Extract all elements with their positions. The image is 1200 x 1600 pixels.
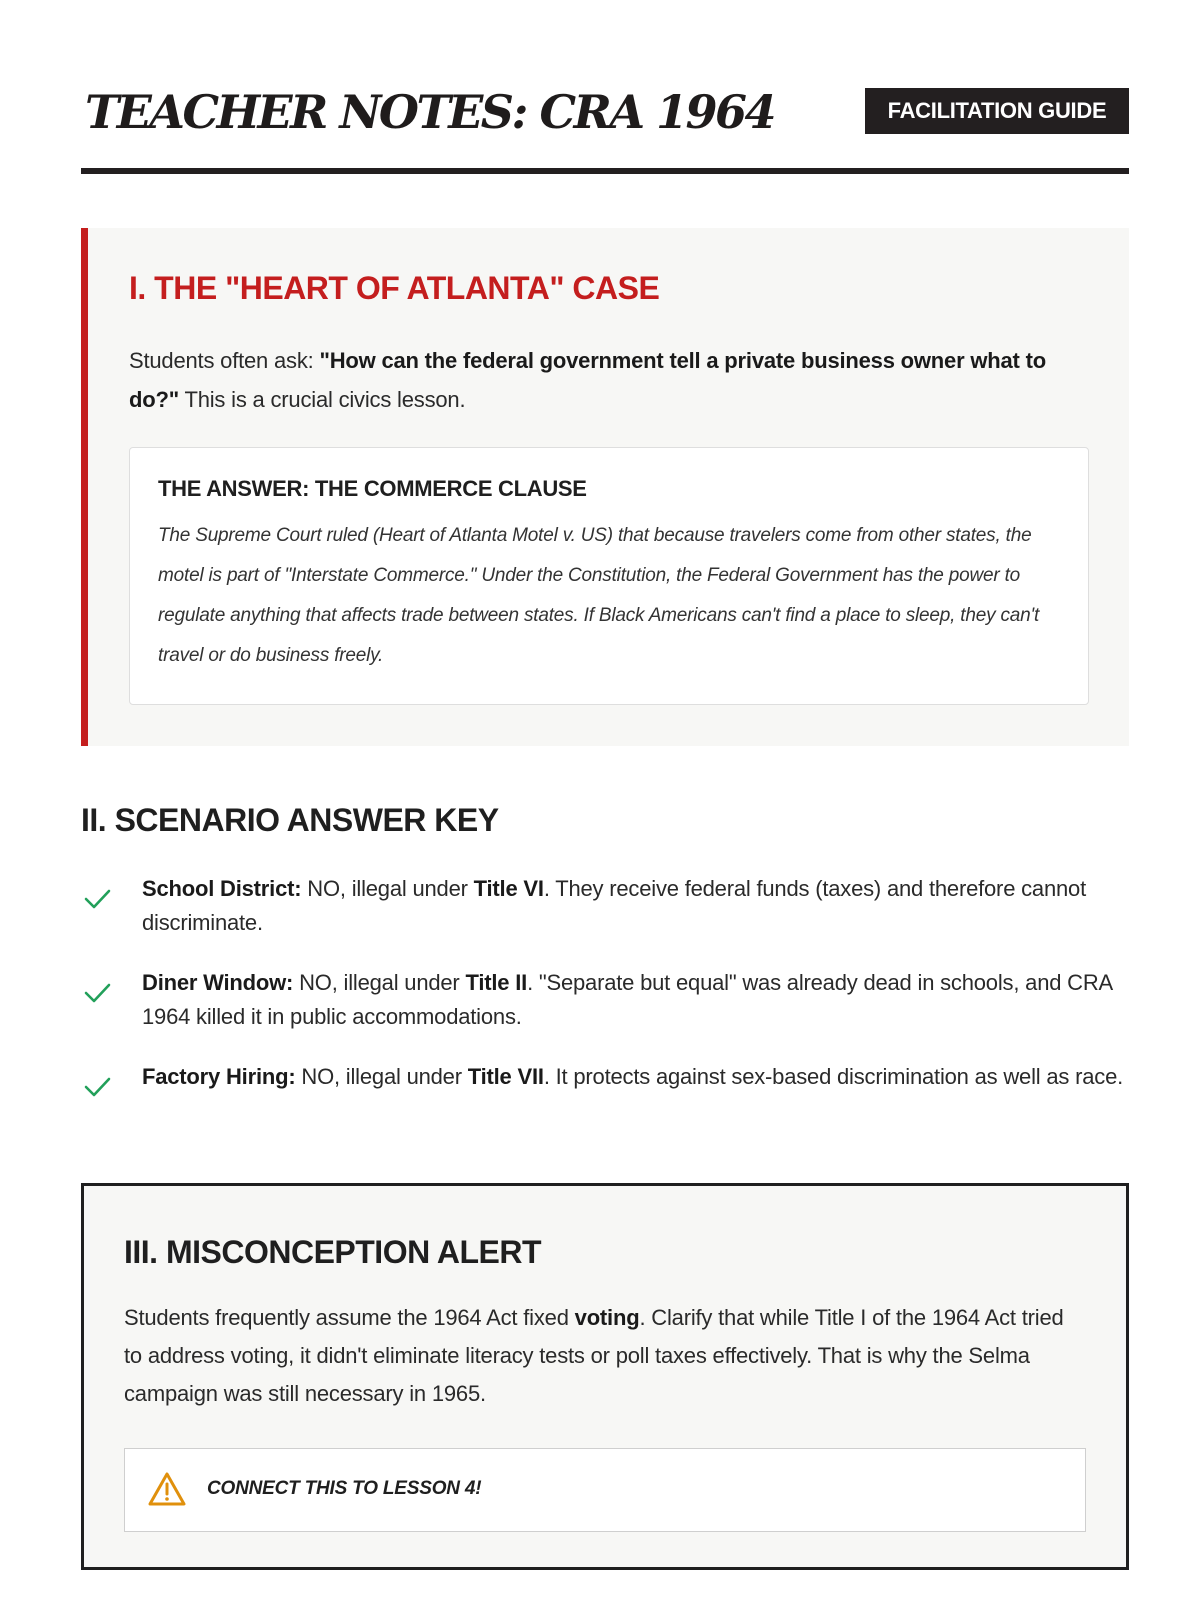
answer-suffix: . They receive federal funds (taxes) and therefore cannot discriminate. <box>142 876 1086 935</box>
commerce-clause-answer-box <box>129 447 1089 705</box>
warning-icon <box>147 1471 187 1507</box>
law-title: Title VI <box>473 876 544 901</box>
law-title: Title VII <box>467 1064 544 1089</box>
misconception-bold: voting <box>574 1305 640 1330</box>
section-1-intro <box>129 341 1079 419</box>
answer-prefix: NO, illegal under <box>293 970 466 995</box>
list-item <box>81 966 1129 1060</box>
answer-text <box>142 966 1132 1034</box>
misconception-suffix: . Clarify that while Title I of the 1964 Act tried to address voting, it didn't eliminate literacy tests or poll taxes effectively. That is why the Selma campaign was still necessary in 1965. <box>124 1305 1064 1406</box>
heart-of-atlanta-section <box>81 228 1129 746</box>
check-icon <box>83 1076 111 1098</box>
answer-box-title: THE ANSWER: THE COMMERCE CLAUSE <box>158 476 587 501</box>
scenario-answer-list <box>81 872 1129 1154</box>
check-icon <box>83 982 111 1004</box>
check-icon <box>83 888 111 910</box>
scenario-label: Diner Window: <box>142 970 294 995</box>
list-item <box>81 872 1129 966</box>
scenario-label: School District: <box>142 876 302 901</box>
answer-suffix: . It protects against sex-based discrimination as well as race. <box>543 1064 1124 1089</box>
misconception-prefix: Students frequently assume the 1964 Act fixed <box>124 1305 575 1330</box>
section-1-title: I. THE "HEART OF ATLANTA" CASE <box>129 270 660 306</box>
answer-prefix: NO, illegal under <box>301 876 474 901</box>
answer-text <box>142 1060 1132 1094</box>
intro-prefix: Students often ask: <box>129 348 320 373</box>
section-2-title: II. SCENARIO ANSWER KEY <box>81 802 499 838</box>
law-title: Title II <box>465 970 528 995</box>
lesson-callout <box>124 1448 1086 1532</box>
misconception-alert-section <box>81 1183 1129 1570</box>
intro-suffix: This is a crucial civics lesson. <box>178 387 466 412</box>
scenario-label: Factory Hiring: <box>142 1064 296 1089</box>
facilitation-guide-badge: FACILITATION GUIDE <box>865 88 1129 134</box>
answer-box-text: The Supreme Court ruled (Heart of Atlanta Motel v. US) that because travelers come from other states, the motel is part of "Interstate Commerce." Under the Constitution, the Federal Government has the power to regulate anything that affects trade between states. If Black Americans can't find a place to sleep, they can't travel or do business freely. <box>158 525 1040 666</box>
intro-question: "How can the federal government tell a private business owner what to do?" <box>129 348 1046 412</box>
page-title: TEACHER NOTES: CRA 1964 <box>85 85 775 139</box>
callout-text: CONNECT THIS TO LESSON 4! <box>207 1478 482 1499</box>
answer-prefix: NO, illegal under <box>295 1064 468 1089</box>
misconception-text <box>124 1299 1084 1413</box>
answer-suffix: . "Separate but equal" was already dead in schools, and CRA 1964 killed it in public accommodations. <box>142 970 1112 1029</box>
answer-text <box>142 872 1132 940</box>
header-divider <box>81 168 1129 174</box>
section-3-title: III. MISCONCEPTION ALERT <box>124 1234 542 1270</box>
list-item <box>81 1060 1129 1154</box>
page-header <box>81 80 1129 176</box>
